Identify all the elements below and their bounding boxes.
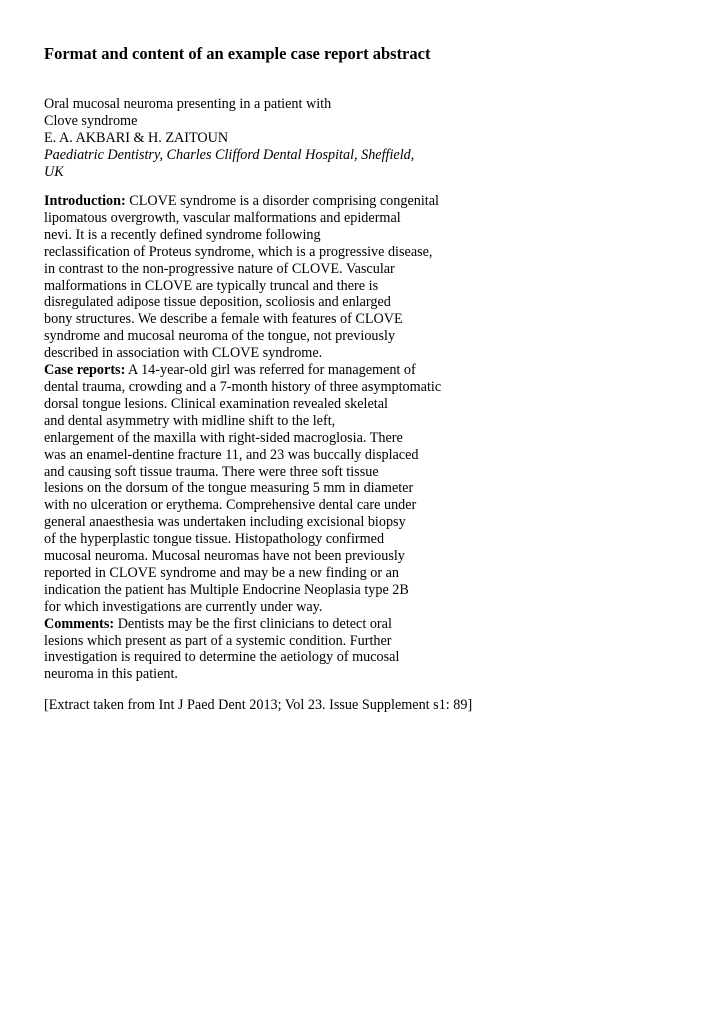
comments-first-line: [44, 616, 441, 633]
citation: [44, 697, 472, 714]
case-reports-first-line: [44, 362, 441, 379]
abstract-header: [44, 96, 414, 181]
comments-line: lesions which present as part of a systemic condition. Further: [44, 632, 392, 649]
abstract-body: [44, 193, 441, 683]
introduction-first-text: CLOVE syndrome is a disorder comprising congenital: [125, 193, 439, 209]
case-reports-line: of the hyperplastic tongue tissue. Histopathology confirmed: [44, 531, 385, 548]
citation-text: [Extract taken from Int J Paed Dent 2013; Vol 23. Issue Supplement s1: 89]: [44, 697, 473, 713]
case-reports-line: was an enamel-dentine fracture 11, and 23 was buccally displaced: [44, 446, 419, 463]
case-reports-line: with no ulceration or erythema. Comprehensive dental care under: [44, 497, 417, 514]
case-reports-line: dorsal tongue lesions. Clinical examination revealed skeletal: [44, 395, 388, 412]
comments-label: Comments:: [44, 615, 115, 632]
introduction-label: Introduction:: [44, 193, 126, 209]
case-reports-line: general anaesthesia was undertaken including excisional biopsy: [44, 514, 406, 531]
abstract-title-line: Clove syndrome: [44, 112, 138, 129]
page-heading: Format and content of an example case report abstract: [44, 44, 431, 63]
case-reports-line: and dental asymmetry with midline shift to the left,: [44, 412, 336, 429]
comments-first-text: Dentists may be the first clinicians to detect oral: [114, 615, 392, 632]
introduction-line: lipomatous overgrowth, vascular malformations and epidermal: [44, 209, 401, 226]
introduction-line: syndrome and mucosal neuroma of the tongue, not previously: [44, 328, 396, 345]
case-reports-line: lesions on the dorsum of the tongue measuring 5 mm in diameter: [44, 480, 414, 497]
case-reports-line: for which investigations are currently under way.: [44, 598, 323, 615]
introduction-line: disregulated adipose tissue deposition, scoliosis and enlarged: [44, 294, 391, 311]
case-reports-line: mucosal neuroma. Mucosal neuromas have not been previously: [44, 548, 405, 565]
case-reports-label: Case reports:: [44, 362, 126, 379]
case-reports-line: indication the patient has Multiple Endocrine Neoplasia type 2B: [44, 581, 409, 598]
case-reports-line: dental trauma, crowding and a 7-month history of three asymptomatic: [44, 378, 442, 395]
abstract-affiliation-line: UK: [44, 163, 64, 180]
introduction-line: bony structures. We describe a female with features of CLOVE: [44, 311, 403, 328]
introduction-line: reclassification of Proteus syndrome, which is a progressive disease,: [44, 243, 433, 260]
abstract-authors: E. A. AKBARI & H. ZAITOUN: [44, 129, 229, 146]
case-reports-first-text: A 14-year-old girl was referred for management of: [125, 362, 416, 379]
introduction-first-line: [44, 193, 441, 210]
introduction-line: described in association with CLOVE syndrome.: [44, 345, 323, 362]
introduction-line: in contrast to the non-progressive nature of CLOVE. Vascular: [44, 260, 395, 277]
introduction-line: malformations in CLOVE are typically truncal and there is: [44, 277, 379, 294]
comments-line: investigation is required to determine the aetiology of mucosal: [44, 649, 400, 666]
abstract-affiliation-line: Paediatric Dentistry, Charles Clifford Dental Hospital, Sheffield,: [44, 146, 415, 163]
case-reports-line: reported in CLOVE syndrome and may be a new finding or an: [44, 564, 399, 581]
comments-line: neuroma in this patient.: [44, 666, 178, 683]
case-reports-line: enlargement of the maxilla with right-sided macroglosia. There: [44, 429, 403, 446]
case-reports-line: and causing soft tissue trauma. There were three soft tissue: [44, 463, 379, 480]
introduction-line: nevi. It is a recently defined syndrome following: [44, 226, 321, 243]
abstract-title-line: Oral mucosal neuroma presenting in a patient with: [44, 96, 332, 112]
